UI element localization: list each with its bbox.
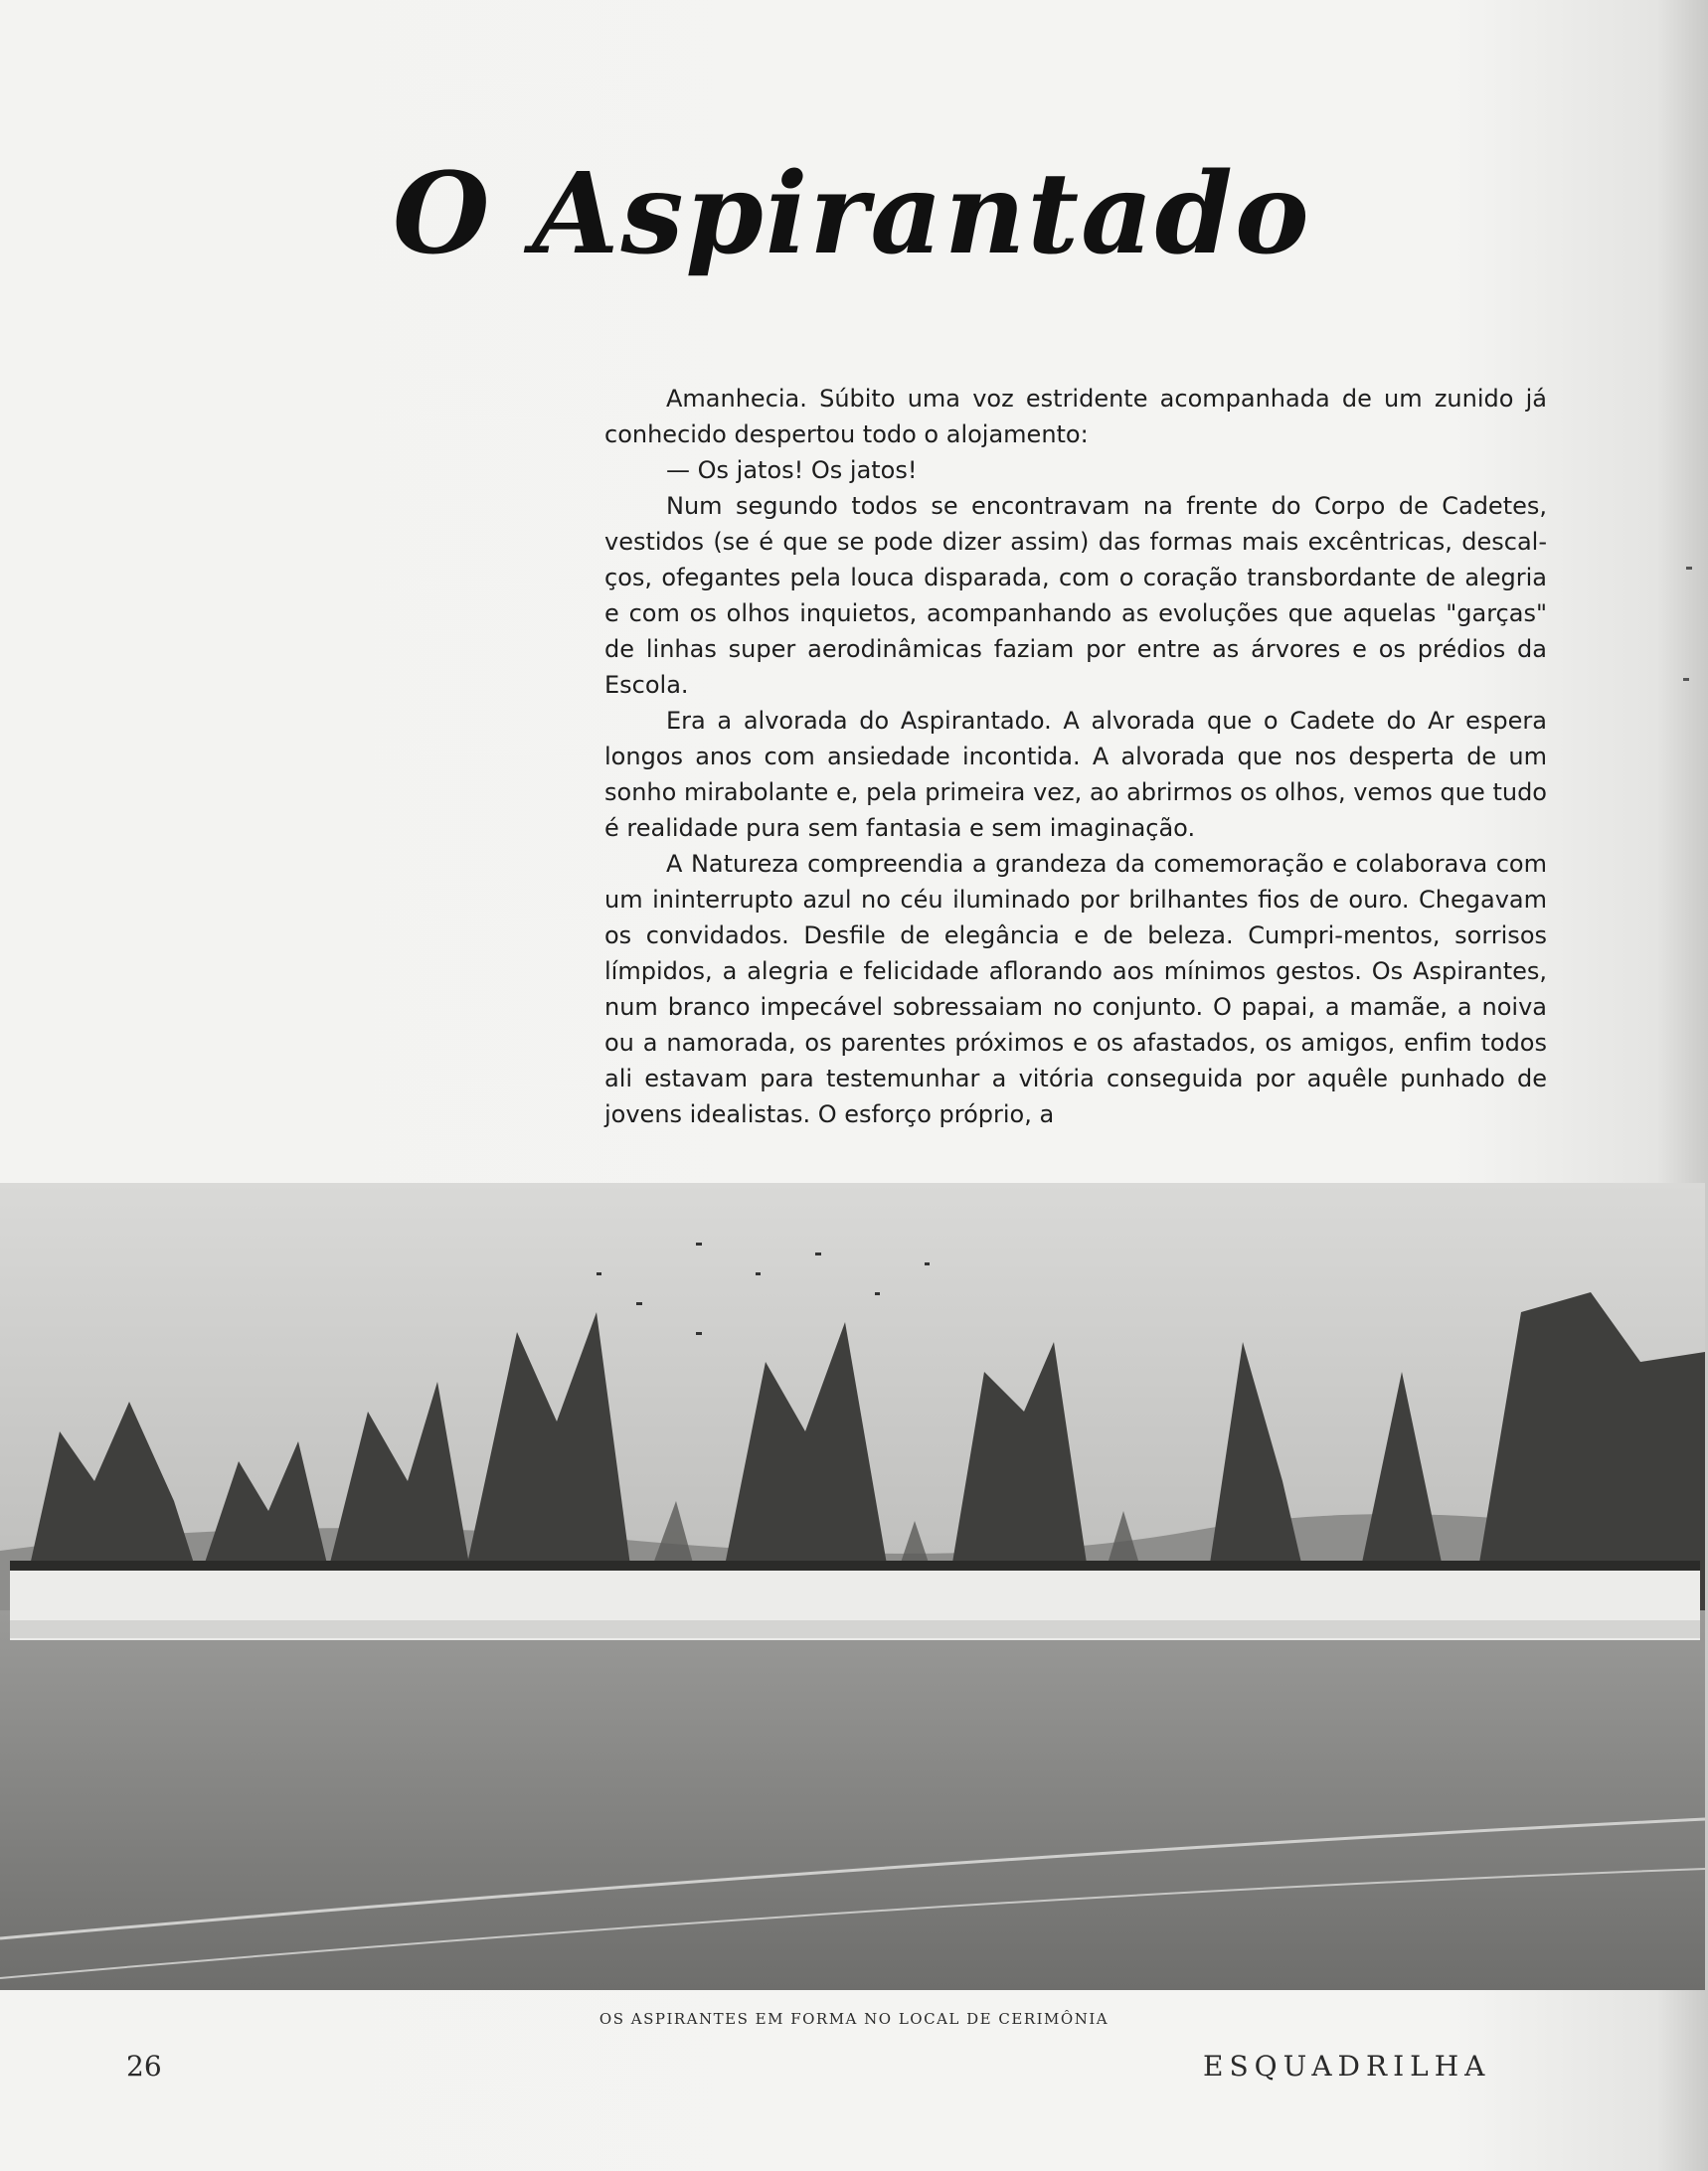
article-body [604, 381, 1547, 1132]
margin-mark [1683, 678, 1689, 681]
paragraph-3: Num segundo todos se encontravam na frente do Corpo de Cadetes, vestidos (se é que se pode dizer assim) das formas mais excêntricas, descal-ços, ofegantes pela louca disparada, com o coração transbordante de alegria e com os olhos inquietos, acompanhando as evoluções que aquelas "garças" de linhas super aerodinâmicas faziam por entre as árvores e os prédios da Escola. [604, 492, 1547, 699]
paragraph-2: — Os jatos! Os jatos! [666, 456, 918, 484]
magazine-name: ESQUADRILHA [1203, 2050, 1491, 2083]
ceremony-photo [0, 1183, 1705, 1990]
paragraph-5: A Natureza compreendia a grandeza da comemoração e colaborava com um ininterrupto azul no céu iluminado por brilhantes fios de ouro. Chegavam os convidados. Desfile de elegância e de beleza. Cumpri-mentos, sorrisos límpidos, a alegria e felicidade aflorando aos mínimos gestos. Os Aspirantes, num branco impecável sobressaiam no conjunto. O papai, a mamãe, a noiva ou a namorada, os parentes próximos e os afastados, os amigos, enfim todos ali estavam para testemunhar a vitória conseguida por aquêle punhado de jovens idealistas. O esforço próprio, a [604, 850, 1547, 1128]
ceremony-photo-image [0, 1183, 1705, 1990]
margin-mark [1686, 567, 1692, 570]
page-number: 26 [126, 2050, 162, 2083]
paragraph-4: Era a alvorada do Aspirantado. A alvorada que o Cadete do Ar espera longos anos com ansiedade incontida. A alvorada que nos desperta de um sonho mirabolante e, pela primeira vez, ao abrirmos os olhos, vemos que tudo é realidade pura sem fantasia e sem imaginação. [604, 707, 1547, 842]
photo-caption: OS ASPIRANTES EM FORMA NO LOCAL DE CERIMÔNIA [598, 2010, 1110, 2028]
paragraph-1: Amanhecia. Súbito uma voz estridente acompanhada de um zunido já conhecido despertou todo o alojamento: [604, 385, 1547, 448]
article-title: O Aspirantado [393, 149, 1311, 279]
